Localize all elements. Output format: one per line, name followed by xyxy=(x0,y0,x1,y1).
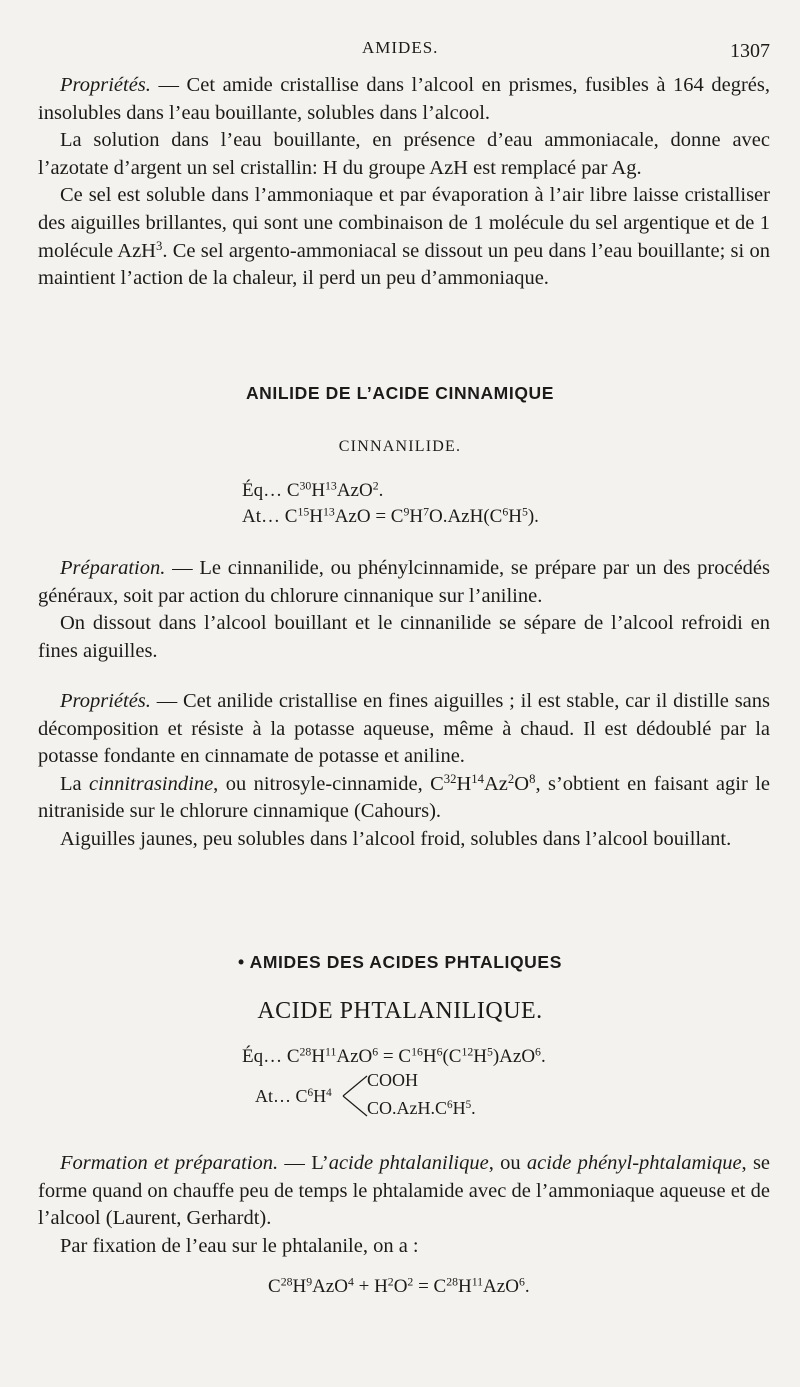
paragraph-lead: Formation et préparation. xyxy=(60,1152,279,1174)
paragraph-cinnitrasindine: La cinnitrasindine, ou nitrosyle-cinnamide, $C^{32}H^{14}Az^2O^8$, s’obtient en faisant agir le nitraniside sur le chlorure cinnamique (Cahours). xyxy=(38,771,771,823)
paragraph-lead: Préparation. xyxy=(60,557,166,579)
compound-title-phtalanilique: ACIDE PHTALANILIQUE. xyxy=(257,998,543,1024)
section-heading-anilide: ANILIDE DE L’ACIDE CINNAMIQUE xyxy=(245,383,555,403)
text-block-3 xyxy=(38,688,770,854)
paragraph-lead: Propriétés. xyxy=(60,74,151,96)
page-header xyxy=(0,38,800,68)
formula-eq-cinnanilide: Éq… $C^{30}H^{13}AzO^2$. xyxy=(242,479,384,501)
paragraph-needles: Aiguilles jaunes, peu solubles dans l’alcool froid, solubles dans l’alcool bouillant. xyxy=(60,827,732,850)
paragraph-dissolution: On dissout dans l’alcool bouillant et le cinnanilide se sépare de l’alcool refroidi en fines aiguilles. xyxy=(38,612,770,662)
paragraph-salt: Ce sel est soluble dans l’ammoniaque et par évaporation à l’air libre laisse cristalliser des aiguilles brillantes, qui sont une combinaison de 1 molécule du sel argentique et de 1 molécule AzH$^3$. Ce sel argento-ammoniacal se dissout un peu dans l’eau bouillante; si on maintient l’action de la chaleur, il perd un peu d’ammoniaque. xyxy=(38,184,770,290)
paragraph-properties-2: Propriétés. — Cet anilide cristallise en fines aiguilles ; il est stable, car il distille sans décomposition et résiste à la potasse aqueuse, même à chaud. Il est dédoublé par la potasse fondante en cinnamate de potasse et aniline. xyxy=(38,690,770,768)
paragraph-formation: Formation et préparation. — L’acide phtalanilique, ou acide phényl-phtalamique, se forme quand on chauffe peu de temps le phtalamide avec de l’ammoniaque aqueuse et de l’alcool (Laurent, Gerhardt). xyxy=(38,1152,771,1230)
section-bullet: • xyxy=(238,952,245,972)
running-title: AMIDES. xyxy=(362,38,439,57)
text-block-4 xyxy=(38,1150,770,1260)
paragraph-properties-1: Propriétés. — Cet amide cristallise dans l’alcool en prismes, fusibles à 164 degrés, insolubles dans l’eau bouillante, solubles dans l’alcool. xyxy=(38,74,770,124)
paragraph-lead: Propriétés. xyxy=(60,690,151,712)
branch-bracket-icon xyxy=(341,1074,369,1118)
formula-eq-phtalanilique: Éq… $C^{28}H^{11}AzO^6 = C^{16}H^6(C^{12}H^5)AzO^6$. xyxy=(242,1045,546,1067)
text-block-1 xyxy=(38,72,770,293)
page-number: 1307 xyxy=(730,40,770,62)
section-subheading-cinnanilide: CINNANILIDE. xyxy=(338,438,462,455)
paragraph-solution: La solution dans l’eau bouillante, en présence d’eau ammoniacale, donne avec l’azotate d’argent un sel cristallin: H du groupe AzH est remplacé par Ag. xyxy=(38,129,770,179)
paragraph-preparation: Préparation. — Le cinnanilide, ou phénylcinnamide, se prépare par un des procédés généraux, soit par action du chlorure cinnanique sur l’aniline. xyxy=(38,557,771,607)
paragraph-fixation: Par fixation de l’eau sur le phtalanile, on a : xyxy=(60,1234,419,1257)
section-heading-phtaliques: • AMIDES DES ACIDES PHTALIQUES xyxy=(238,952,562,972)
text-block-2 xyxy=(38,555,770,665)
branch-top-group: COOH xyxy=(367,1070,419,1090)
formula-at-phtalanilique: At… $C^6H^4$ COOH $CO.AzH.C^6H^5$. xyxy=(255,1070,476,1118)
formula-at-cinnanilide: At… $C^{15}H^{13}AzO = C^9H^7O.AzH(C^6H^5)$. xyxy=(242,505,539,527)
branch-bottom-group: $CO.AzH.C^6H^5$. xyxy=(367,1098,476,1118)
reaction-equation: $C^{28}H^9AzO^4 + H^2O^2 = C^{28}H^{11}AzO^6$. xyxy=(268,1275,530,1297)
